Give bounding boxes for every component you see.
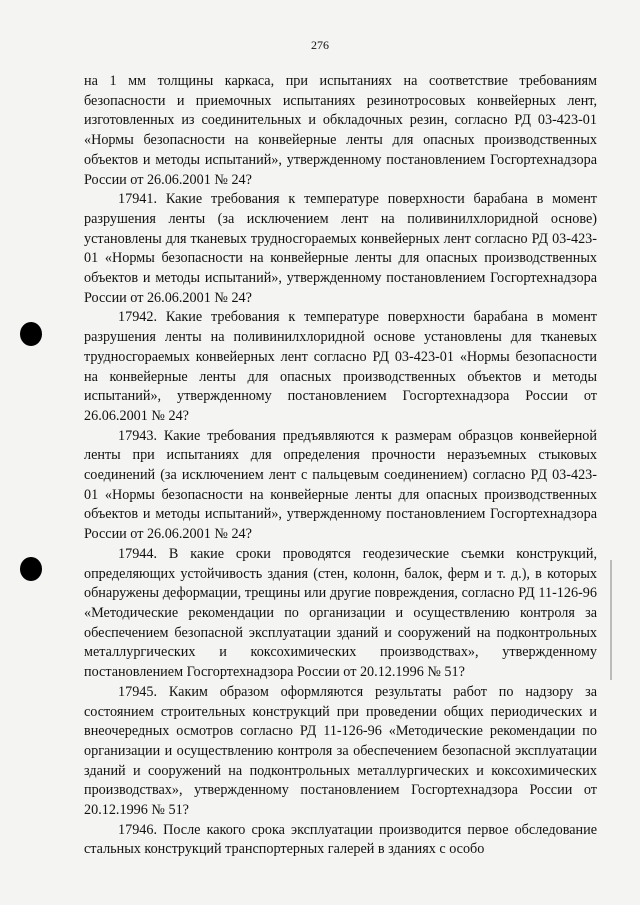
- page-number: 276: [311, 38, 329, 52]
- scan-mark: [610, 560, 612, 680]
- punch-hole-top: [20, 322, 42, 346]
- question-17946: 17946. После какого срока эксплуатации производится первое обследование стальных конструкций транспортерных галерей в зданиях с особо: [84, 821, 597, 858]
- question-17941: 17941. Какие требования к температуре поверхности барабана в момент разрушения ленты (за исключением лент на поливинилхлоридной основе) установлены для тканевых трудносгораемых конвейерных лент согласно РД 03-423-01 «Нормы безопасности на конвейерные ленты для опасных производственных объектов и методы испытаний», утвержденному постановлением Госгортехнадзора России от 26.06.2001 № 24?: [84, 191, 597, 306]
- paragraph-continuation: на 1 мм толщины каркаса, при испытаниях на соответствие требованиям безопасности и приемочных испытаниях резинотросовых конвейерных лент, изготовленных из соединительных и обкладочных резин, согласно РД 03-423-01 «Нормы безопасности на конвейерные ленты для опасных производственных объектов и методы испытаний», утвержденному постановлением Госгортехнадзора России от 26.06.2001 № 24?: [84, 73, 597, 188]
- question-17945: 17945. Каким образом оформляются результаты работ по надзору за состоянием строительных конструкций при проведении общих периодических и внеочередных осмотров согласно РД 11-126-96 «Методические рекомендации по организации и осуществлению контроля за обеспечением безопасной эксплуатации зданий и сооружений на подконтрольных металлургических и коксохимических производствах», утвержденному постановлением Госгортехнадзора России от 20.12.1996 № 51?: [84, 683, 597, 819]
- question-17944: 17944. В какие сроки проводятся геодезические съемки конструкций, определяющих устойчивость здания (стен, колонн, балок, ферм и т. д.), в которых обнаружены деформации, трещины или другие повреждения, согласно РД 11-126-96 «Методические рекомендации по организации и осуществлению контроля за обеспечением безопасной эксплуатации зданий и сооружений на подконтрольных металлургических и коксохимических производствах», утвержденному постановлением Госгортехнадзора России от 20.12.1996 № 51?: [84, 545, 597, 681]
- question-17943: 17943. Какие требования предъявляются к размерам образцов конвейерной ленты при испытаниях для определения прочности неразъемных стыковых соединений (за исключением лент с пальцевым соединением) согласно РД 03-423-01 «Нормы безопасности на конвейерные ленты для опасных производственных объектов и методы испытаний», утвержденному постановлением Госгортехнадзора России от 26.06.2001 № 24?: [84, 427, 597, 543]
- document-body: [84, 72, 597, 860]
- question-17942: 17942. Какие требования к температуре поверхности барабана в момент разрушения ленты на поливинилхлоридной основе установлены для тканевых трудносгораемых конвейерных лент согласно РД 03-423-01 «Нормы безопасности на конвейерные ленты для опасных производственных объектов и методы испытаний», утвержденному постановлением Госгортехнадзора России от 26.06.2001 № 24?: [84, 309, 597, 424]
- punch-hole-bottom: [20, 557, 42, 581]
